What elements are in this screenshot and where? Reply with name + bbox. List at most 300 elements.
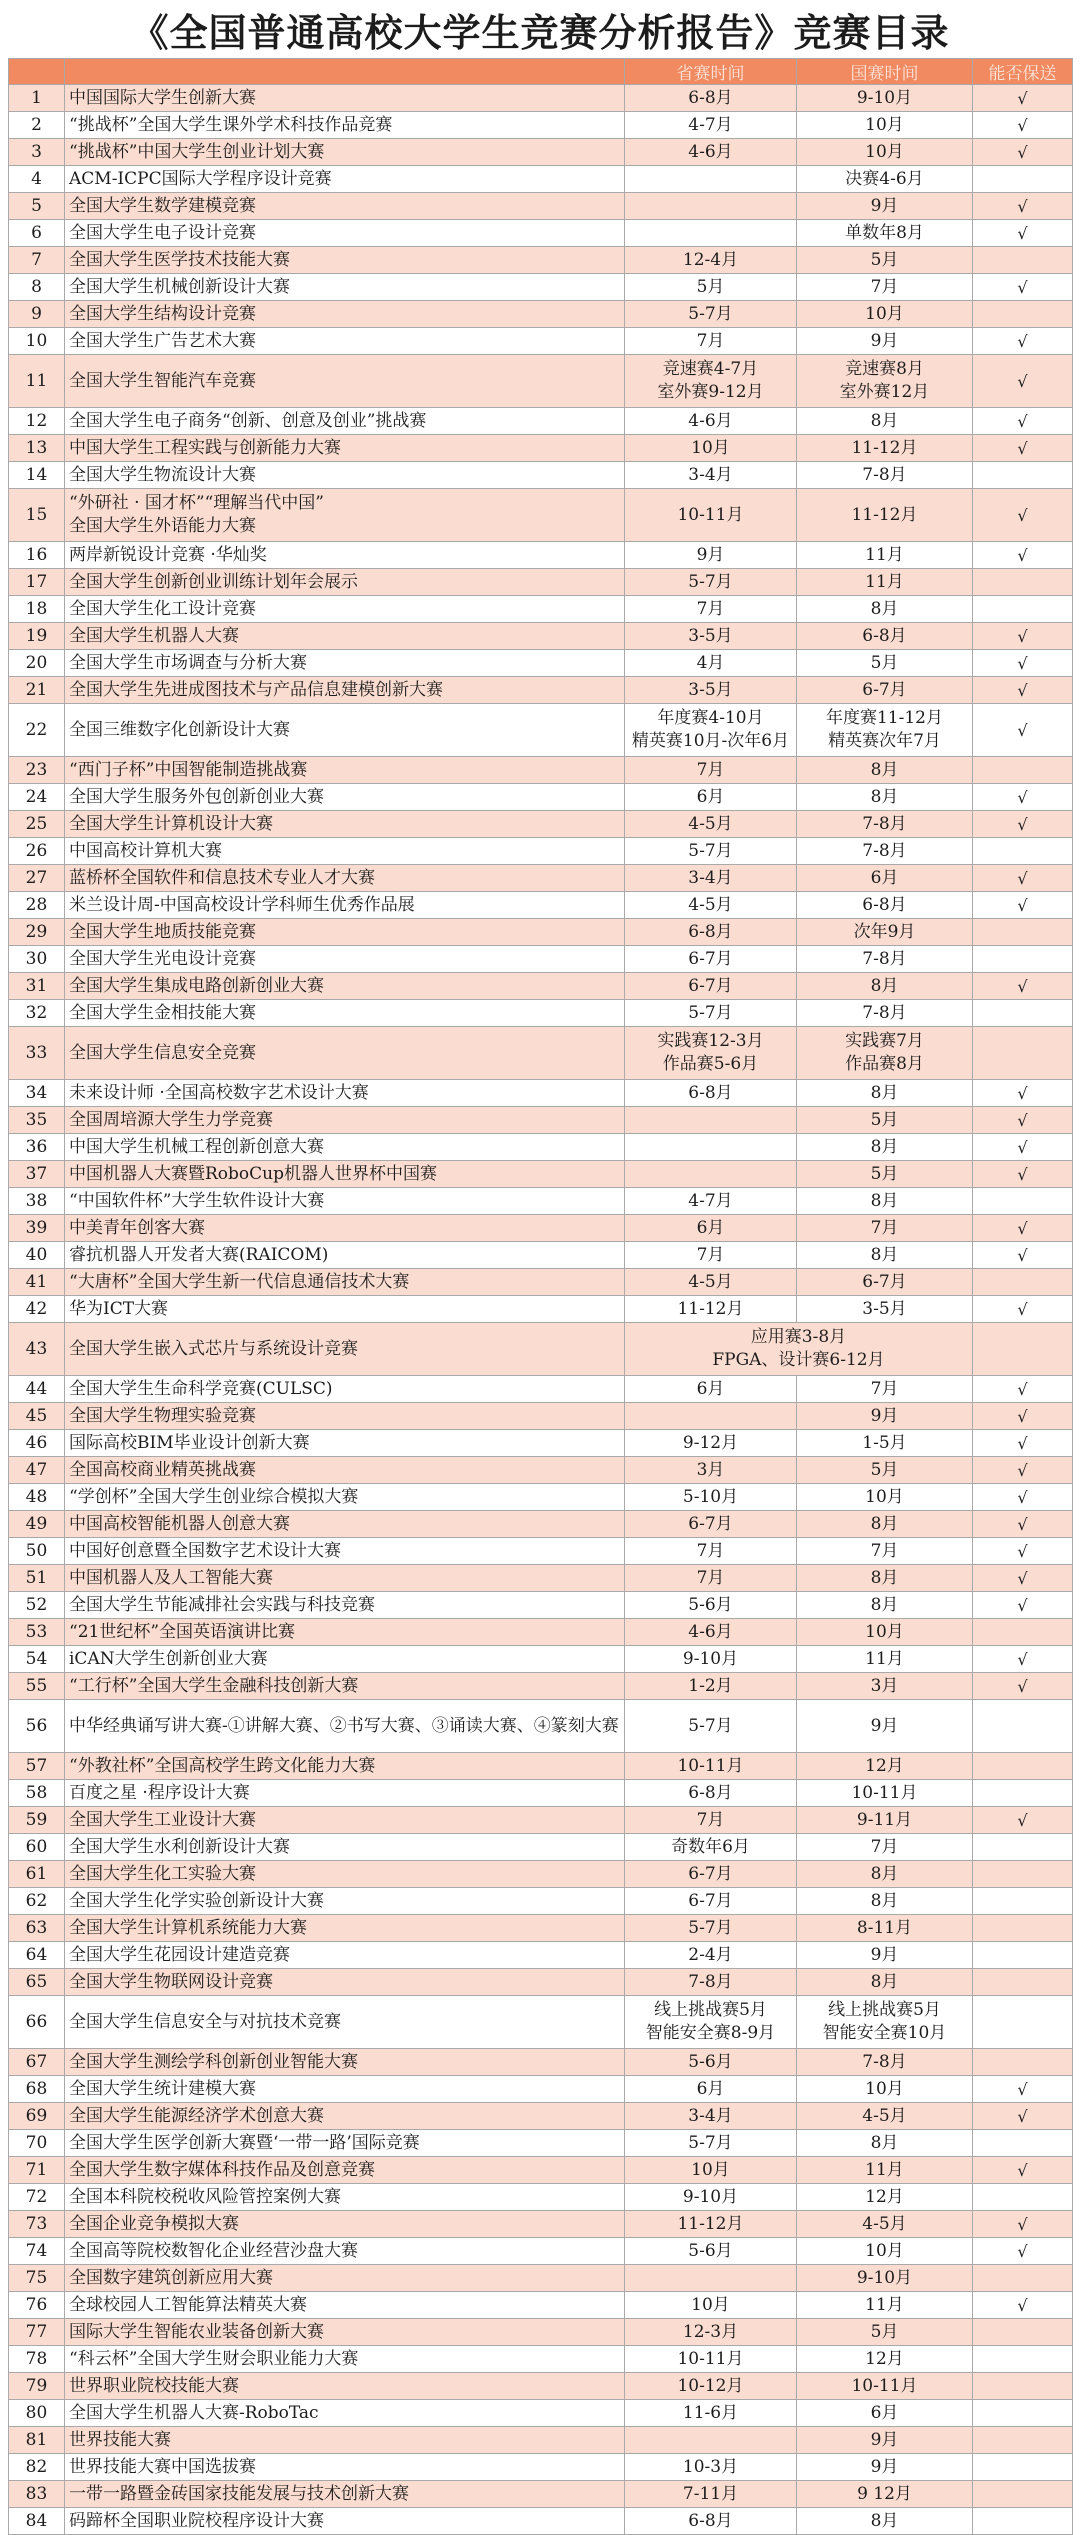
row-number: 7 [9, 247, 65, 274]
provincial-time: 5-7月 [625, 301, 797, 328]
provincial-time: 4-5月 [625, 892, 797, 919]
provincial-time: 10-3月 [625, 2454, 797, 2481]
competition-name: 全国三维数字化创新设计大赛 [65, 704, 625, 757]
provincial-time [625, 220, 797, 247]
recommendation-check: √ [973, 112, 1073, 139]
national-time: 11-12月 [797, 435, 973, 462]
row-number: 37 [9, 1161, 65, 1188]
recommendation-check: √ [973, 650, 1073, 677]
provincial-time: 奇数年6月 [625, 1834, 797, 1861]
national-time: 7月 [797, 1538, 973, 1565]
recommendation-check [973, 596, 1073, 623]
national-time: 8月 [797, 408, 973, 435]
row-number: 71 [9, 2157, 65, 2184]
recommendation-check: √ [973, 973, 1073, 1000]
provincial-time: 4-7月 [625, 1188, 797, 1215]
national-time: 7月 [797, 274, 973, 301]
recommendation-check: √ [973, 1457, 1073, 1484]
table-row [9, 2373, 1073, 2400]
provincial-time: 5-7月 [625, 1000, 797, 1027]
national-time: 8月 [797, 1188, 973, 1215]
row-number: 55 [9, 1673, 65, 1700]
row-number: 80 [9, 2400, 65, 2427]
national-time: 6月 [797, 865, 973, 892]
table-row [9, 1780, 1073, 1807]
row-number: 65 [9, 1969, 65, 1996]
table-row [9, 274, 1073, 301]
provincial-time [625, 2427, 797, 2454]
table-body [9, 85, 1073, 2535]
competition-name: “科云杯”全国大学生财会职业能力大赛 [65, 2346, 625, 2373]
provincial-time: 12-4月 [625, 247, 797, 274]
table-row [9, 1161, 1073, 1188]
recommendation-check [973, 1969, 1073, 1996]
national-time: 6-8月 [797, 623, 973, 650]
national-time: 6-7月 [797, 1269, 973, 1296]
competition-name: “挑战杯”全国大学生课外学术科技作品竞赛 [65, 112, 625, 139]
provincial-time: 6月 [625, 784, 797, 811]
table-row [9, 1700, 1073, 1753]
recommendation-check [973, 1188, 1073, 1215]
competition-name: 中国机器人及人工智能大赛 [65, 1565, 625, 1592]
recommendation-check: √ [973, 435, 1073, 462]
national-time: 9-11月 [797, 1807, 973, 1834]
recommendation-check: √ [973, 1511, 1073, 1538]
table-row [9, 1376, 1073, 1403]
competition-name: 全国大学生数字媒体科技作品及创意竞赛 [65, 2157, 625, 2184]
national-time: 年度赛11-12月 精英赛次年7月 [797, 704, 973, 757]
competition-name: 百度之星 ·程序设计大赛 [65, 1780, 625, 1807]
table-row [9, 650, 1073, 677]
recommendation-check: √ [973, 1242, 1073, 1269]
competition-name: 全国大学生水利创新设计大赛 [65, 1834, 625, 1861]
national-time: 7-8月 [797, 462, 973, 489]
recommendation-check [973, 2346, 1073, 2373]
competition-name: 全国大学生电子设计竞赛 [65, 220, 625, 247]
competition-name: 全国大学生电子商务“创新、创意及创业”挑战赛 [65, 408, 625, 435]
provincial-time: 7月 [625, 1242, 797, 1269]
provincial-time: 3月 [625, 1457, 797, 1484]
recommendation-check: √ [973, 193, 1073, 220]
competition-name: 华为ICT大赛 [65, 1296, 625, 1323]
provincial-time: 9-10月 [625, 1646, 797, 1673]
table-row [9, 569, 1073, 596]
row-number: 23 [9, 757, 65, 784]
competition-name: “工行杯”全国大学生金融科技创新大赛 [65, 1673, 625, 1700]
competition-name: 全国大学生服务外包创新创业大赛 [65, 784, 625, 811]
row-number: 24 [9, 784, 65, 811]
row-number: 50 [9, 1538, 65, 1565]
row-number: 39 [9, 1215, 65, 1242]
recommendation-check [973, 2130, 1073, 2157]
table-row [9, 2292, 1073, 2319]
header-provincial-time: 省赛时间 [625, 59, 797, 85]
table-row [9, 166, 1073, 193]
competition-name: 全国大学生物理实验竞赛 [65, 1403, 625, 1430]
recommendation-check [973, 2400, 1073, 2427]
provincial-time: 5-7月 [625, 1700, 797, 1753]
table-row [9, 1107, 1073, 1134]
recommendation-check [973, 919, 1073, 946]
row-number: 74 [9, 2238, 65, 2265]
national-time: 9 12月 [797, 2481, 973, 2508]
row-number: 38 [9, 1188, 65, 1215]
national-time: 7-8月 [797, 1000, 973, 1027]
competition-name: iCAN大学生创新创业大赛 [65, 1646, 625, 1673]
national-time: 5月 [797, 2319, 973, 2346]
row-number: 4 [9, 166, 65, 193]
national-time: 10月 [797, 2076, 973, 2103]
competition-name: 全国大学生测绘学科创新创业智能大赛 [65, 2049, 625, 2076]
recommendation-check: √ [973, 1592, 1073, 1619]
recommendation-check [973, 1915, 1073, 1942]
table-row [9, 1215, 1073, 1242]
national-time: 1-5月 [797, 1430, 973, 1457]
recommendation-check: √ [973, 1107, 1073, 1134]
recommendation-check [973, 757, 1073, 784]
competition-name: 全国本科院校税收风险管控案例大赛 [65, 2184, 625, 2211]
row-number: 44 [9, 1376, 65, 1403]
provincial-time: 7月 [625, 1565, 797, 1592]
competition-name: “外研社 · 国才杯”“理解当代中国” 全国大学生外语能力大赛 [65, 489, 625, 542]
recommendation-check [973, 2319, 1073, 2346]
provincial-time: 4-6月 [625, 1619, 797, 1646]
row-number: 9 [9, 301, 65, 328]
document-title: 《全国普通高校大学生竞赛分析报告》竞赛目录 [130, 10, 950, 55]
table-row [9, 247, 1073, 274]
row-number: 16 [9, 542, 65, 569]
table-row [9, 1430, 1073, 1457]
table-row [9, 355, 1073, 408]
recommendation-check: √ [973, 1565, 1073, 1592]
recommendation-check [973, 1996, 1073, 2049]
national-time: 7月 [797, 1834, 973, 1861]
recommendation-check [973, 1700, 1073, 1753]
competition-name: “挑战杯”中国大学生创业计划大赛 [65, 139, 625, 166]
national-time: 7月 [797, 1215, 973, 1242]
competition-name: 全国高校商业精英挑战赛 [65, 1457, 625, 1484]
row-number: 33 [9, 1027, 65, 1080]
recommendation-check: √ [973, 2157, 1073, 2184]
provincial-time: 3-4月 [625, 2103, 797, 2130]
provincial-time: 6-8月 [625, 1080, 797, 1107]
row-number: 82 [9, 2454, 65, 2481]
row-number: 78 [9, 2346, 65, 2373]
competition-name: 两岸新锐设计竞赛 ·华灿奖 [65, 542, 625, 569]
row-number: 32 [9, 1000, 65, 1027]
table-row [9, 1134, 1073, 1161]
national-time: 9-10月 [797, 85, 973, 112]
national-time: 9月 [797, 2454, 973, 2481]
row-number: 36 [9, 1134, 65, 1161]
recommendation-check [973, 2508, 1073, 2535]
provincial-time: 7月 [625, 1807, 797, 1834]
table-row [9, 2049, 1073, 2076]
national-time: 10-11月 [797, 2373, 973, 2400]
provincial-time: 6-7月 [625, 1511, 797, 1538]
national-time: 10月 [797, 112, 973, 139]
row-number: 31 [9, 973, 65, 1000]
header-national-time: 国赛时间 [797, 59, 973, 85]
table-row [9, 1969, 1073, 1996]
table-row [9, 139, 1073, 166]
row-number: 60 [9, 1834, 65, 1861]
recommendation-check [973, 946, 1073, 973]
competition-name: 全国大学生医学技术技能大赛 [65, 247, 625, 274]
row-number: 18 [9, 596, 65, 623]
national-time: 8月 [797, 1080, 973, 1107]
provincial-time: 5-6月 [625, 2049, 797, 2076]
recommendation-check: √ [973, 677, 1073, 704]
national-time: 11月 [797, 2157, 973, 2184]
provincial-time: 4月 [625, 650, 797, 677]
national-time: 4-5月 [797, 2211, 973, 2238]
provincial-time: 9-10月 [625, 2184, 797, 2211]
row-number: 13 [9, 435, 65, 462]
provincial-time: 5-7月 [625, 569, 797, 596]
row-number: 77 [9, 2319, 65, 2346]
table-row [9, 435, 1073, 462]
table-row [9, 1511, 1073, 1538]
provincial-time: 6月 [625, 2076, 797, 2103]
table-row [9, 973, 1073, 1000]
recommendation-check: √ [973, 489, 1073, 542]
header-number [9, 59, 65, 85]
competition-name: 蓝桥杯全国软件和信息技术专业人才大赛 [65, 865, 625, 892]
provincial-time: 7月 [625, 596, 797, 623]
row-number: 72 [9, 2184, 65, 2211]
national-time: 8月 [797, 973, 973, 1000]
provincial-time: 3-4月 [625, 865, 797, 892]
competition-name: 国际大学生智能农业装备创新大赛 [65, 2319, 625, 2346]
competition-name: 全国大学生统计建模大赛 [65, 2076, 625, 2103]
recommendation-check: √ [973, 1403, 1073, 1430]
table-row [9, 892, 1073, 919]
recommendation-check [973, 2049, 1073, 2076]
recommendation-check [973, 1619, 1073, 1646]
table-row [9, 2238, 1073, 2265]
row-number: 2 [9, 112, 65, 139]
table-row [9, 1296, 1073, 1323]
national-time: 4-5月 [797, 2103, 973, 2130]
table-row [9, 1000, 1073, 1027]
recommendation-check: √ [973, 274, 1073, 301]
provincial-time [625, 166, 797, 193]
row-number: 79 [9, 2373, 65, 2400]
provincial-time: 5-10月 [625, 1484, 797, 1511]
provincial-time: 5-7月 [625, 1915, 797, 1942]
table-row [9, 1323, 1073, 1376]
competition-time-merged: 应用赛3-8月 FPGA、设计赛6-12月 [625, 1323, 973, 1376]
row-number: 67 [9, 2049, 65, 2076]
national-time: 9月 [797, 1942, 973, 1969]
row-number: 30 [9, 946, 65, 973]
table-row [9, 1242, 1073, 1269]
row-number: 84 [9, 2508, 65, 2535]
row-number: 21 [9, 677, 65, 704]
competition-name: 米兰设计周-中国高校设计学科师生优秀作品展 [65, 892, 625, 919]
national-time: 10月 [797, 2238, 973, 2265]
provincial-time: 6-7月 [625, 1861, 797, 1888]
recommendation-check [973, 838, 1073, 865]
recommendation-check [973, 1269, 1073, 1296]
recommendation-check [973, 1753, 1073, 1780]
row-number: 40 [9, 1242, 65, 1269]
national-time: 10月 [797, 139, 973, 166]
provincial-time: 5月 [625, 274, 797, 301]
provincial-time: 6-7月 [625, 1888, 797, 1915]
row-number: 43 [9, 1323, 65, 1376]
provincial-time: 7月 [625, 757, 797, 784]
table-row [9, 1565, 1073, 1592]
competition-name: “大唐杯”全国大学生新一代信息通信技术大赛 [65, 1269, 625, 1296]
recommendation-check [973, 1323, 1073, 1376]
national-time: 9月 [797, 1700, 973, 1753]
national-time: 12月 [797, 2346, 973, 2373]
competition-name: 全国大学生节能减排社会实践与科技竞赛 [65, 1592, 625, 1619]
competition-name: “外教社杯”全国高校学生跨文化能力大赛 [65, 1753, 625, 1780]
row-number: 25 [9, 811, 65, 838]
provincial-time: 4-6月 [625, 408, 797, 435]
competition-name: 世界技能大赛 [65, 2427, 625, 2454]
provincial-time: 5-6月 [625, 1592, 797, 1619]
recommendation-check: √ [973, 1080, 1073, 1107]
table-row [9, 2103, 1073, 2130]
competition-name: “学创杯”全国大学生创业综合模拟大赛 [65, 1484, 625, 1511]
competition-name: 中国高校智能机器人创意大赛 [65, 1511, 625, 1538]
competition-name: 全国大学生化工实验大赛 [65, 1861, 625, 1888]
provincial-time: 6月 [625, 1376, 797, 1403]
row-number: 26 [9, 838, 65, 865]
recommendation-check [973, 2481, 1073, 2508]
row-number: 11 [9, 355, 65, 408]
national-time: 9月 [797, 328, 973, 355]
national-time: 8月 [797, 1888, 973, 1915]
table-row [9, 1027, 1073, 1080]
recommendation-check: √ [973, 1673, 1073, 1700]
competition-name: 全国大学生物联网设计竞赛 [65, 1969, 625, 1996]
recommendation-check: √ [973, 85, 1073, 112]
table-row [9, 112, 1073, 139]
provincial-time: 年度赛4-10月 精英赛10月-次年6月 [625, 704, 797, 757]
table-row [9, 2319, 1073, 2346]
table-row [9, 838, 1073, 865]
recommendation-check: √ [973, 1646, 1073, 1673]
table-row [9, 1807, 1073, 1834]
table-row [9, 1188, 1073, 1215]
row-number: 62 [9, 1888, 65, 1915]
competition-name: 中国国际大学生创新大赛 [65, 85, 625, 112]
table-row [9, 1619, 1073, 1646]
competition-name: 全国大学生化学实验创新设计大赛 [65, 1888, 625, 1915]
recommendation-check: √ [973, 1134, 1073, 1161]
competition-name: 一带一路暨金砖国家技能发展与技术创新大赛 [65, 2481, 625, 2508]
table-row [9, 946, 1073, 973]
competition-name: 全国大学生集成电路创新创业大赛 [65, 973, 625, 1000]
recommendation-check [973, 1861, 1073, 1888]
national-time: 8月 [797, 2508, 973, 2535]
recommendation-check: √ [973, 1161, 1073, 1188]
table-row [9, 1646, 1073, 1673]
provincial-time: 10月 [625, 2292, 797, 2319]
recommendation-check: √ [973, 220, 1073, 247]
provincial-time: 5-7月 [625, 838, 797, 865]
competition-name: “21世纪杯”全国英语演讲比赛 [65, 1619, 625, 1646]
provincial-time: 6-8月 [625, 1780, 797, 1807]
national-time: 11月 [797, 569, 973, 596]
row-number: 63 [9, 1915, 65, 1942]
recommendation-check [973, 1027, 1073, 1080]
provincial-time [625, 1403, 797, 1430]
provincial-time: 3-5月 [625, 677, 797, 704]
provincial-time: 实践赛12-3月 作品赛5-6月 [625, 1027, 797, 1080]
row-number: 35 [9, 1107, 65, 1134]
row-number: 27 [9, 865, 65, 892]
row-number: 66 [9, 1996, 65, 2049]
national-time: 7-8月 [797, 2049, 973, 2076]
recommendation-check: √ [973, 139, 1073, 166]
recommendation-check: √ [973, 811, 1073, 838]
recommendation-check: √ [973, 784, 1073, 811]
national-time: 8月 [797, 596, 973, 623]
table-row [9, 1673, 1073, 1700]
national-time: 7月 [797, 1376, 973, 1403]
provincial-time: 线上挑战赛5月 智能安全赛8-9月 [625, 1996, 797, 2049]
competition-name: 全国数字建筑创新应用大赛 [65, 2265, 625, 2292]
provincial-time [625, 1134, 797, 1161]
row-number: 46 [9, 1430, 65, 1457]
provincial-time: 6月 [625, 1215, 797, 1242]
recommendation-check: √ [973, 623, 1073, 650]
national-time: 7-8月 [797, 946, 973, 973]
row-number: 47 [9, 1457, 65, 1484]
competition-name: 全国周培源大学生力学竞赛 [65, 1107, 625, 1134]
table-row [9, 704, 1073, 757]
table-row [9, 2211, 1073, 2238]
national-time: 5月 [797, 1161, 973, 1188]
recommendation-check: √ [973, 408, 1073, 435]
row-number: 12 [9, 408, 65, 435]
table-row [9, 1753, 1073, 1780]
table-row [9, 2157, 1073, 2184]
provincial-time: 4-5月 [625, 1269, 797, 1296]
competition-name: 全国大学生花园设计建造竞赛 [65, 1942, 625, 1969]
recommendation-check [973, 247, 1073, 274]
provincial-time [625, 1107, 797, 1134]
national-time: 12月 [797, 2184, 973, 2211]
row-number: 68 [9, 2076, 65, 2103]
table-row [9, 2427, 1073, 2454]
provincial-time [625, 1161, 797, 1188]
competition-name: 全国大学生智能汽车竞赛 [65, 355, 625, 408]
national-time: 10月 [797, 1619, 973, 1646]
competition-name: 码蹄杯全国职业院校程序设计大赛 [65, 2508, 625, 2535]
competition-name: ACM-ICPC国际大学程序设计竞赛 [65, 166, 625, 193]
competition-name: 中国大学生工程实践与创新能力大赛 [65, 435, 625, 462]
competition-name: 中国大学生机械工程创新创意大赛 [65, 1134, 625, 1161]
table-row [9, 2481, 1073, 2508]
table-row [9, 2184, 1073, 2211]
national-time: 6-7月 [797, 677, 973, 704]
national-time: 8月 [797, 1565, 973, 1592]
row-number: 41 [9, 1269, 65, 1296]
national-time: 7-8月 [797, 838, 973, 865]
competition-name: 全球校园人工智能算法精英大赛 [65, 2292, 625, 2319]
provincial-time: 7-11月 [625, 2481, 797, 2508]
row-number: 51 [9, 1565, 65, 1592]
row-number: 6 [9, 220, 65, 247]
table-row [9, 2454, 1073, 2481]
